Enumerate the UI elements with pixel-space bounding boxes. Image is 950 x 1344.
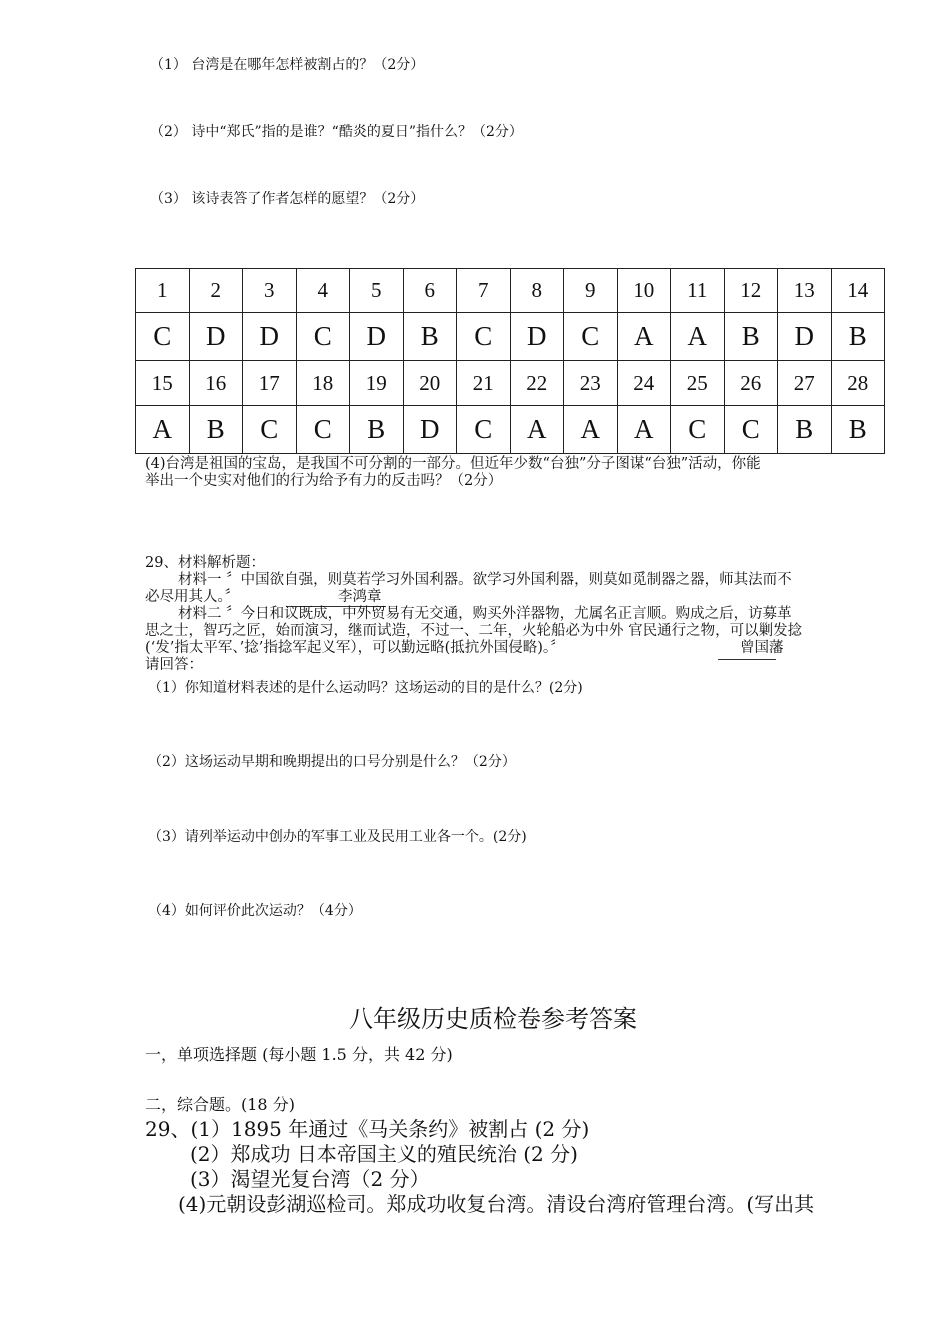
- question-number-cell: 3: [243, 269, 297, 313]
- answer-1: 29、(1）1895 年通过《马关条约》被割占 (2 分): [145, 1117, 590, 1141]
- question-number-cell: 17: [243, 361, 297, 405]
- section-2: 二，综合题。(18 分): [145, 1095, 295, 1114]
- question-number-cell: 16: [189, 361, 243, 405]
- answer-letter-cell: C: [296, 313, 350, 361]
- question-3: （3） 该诗表答了作者怎样的愿望？（2分）: [150, 191, 425, 207]
- answer-letter-cell: C: [136, 313, 190, 361]
- material-1-author: 李鸿章: [338, 589, 382, 605]
- answer-letter-cell: D: [350, 313, 404, 361]
- question-number-cell: 8: [510, 269, 564, 313]
- question-number-cell: 21: [457, 361, 511, 405]
- question-number-cell: 15: [136, 361, 190, 405]
- question-number-cell: 7: [457, 269, 511, 313]
- answer-letter-cell: C: [457, 313, 511, 361]
- question-number-cell: 22: [510, 361, 564, 405]
- question-number-cell: 13: [778, 269, 832, 313]
- answer-letter-cell: B: [831, 405, 885, 453]
- question-2: （2） 诗中“郑氏”指的是谁？“酷炎的夏日”指什么？（2分）: [150, 124, 523, 140]
- question-number-cell: 18: [296, 361, 350, 405]
- question-number-cell: 20: [403, 361, 457, 405]
- question-number-cell: 19: [350, 361, 404, 405]
- answer-letter-cell: D: [778, 313, 832, 361]
- answer-4: (4)元朝设彭湖巡检司。郑成功收复台湾。清设台湾府管理台湾。(写出其: [178, 1192, 815, 1216]
- material-2-line-2: 思之士，智巧之匠，始而演习，继而试造，不过一、二年，火轮船必为中外 官民通行之物，可以剿发捻: [145, 623, 803, 639]
- section-1: 一，单项选择题 (每小题 1.5 分，共 42 分): [145, 1045, 453, 1064]
- question-number-cell: 24: [617, 361, 671, 405]
- answer-letter-cell: B: [189, 405, 243, 453]
- answer-letter-row: [136, 405, 885, 453]
- q29-sub-2: （2）这场运动早期和晚期提出的口号分别是什么？（2分）: [148, 754, 516, 770]
- question-number-row: [136, 269, 885, 313]
- material-2-author: 曾国藩: [740, 640, 784, 656]
- question-number-cell: 28: [831, 361, 885, 405]
- question-number-cell: 14: [831, 269, 885, 313]
- question-number-cell: 26: [724, 361, 778, 405]
- answer-letter-cell: C: [457, 405, 511, 453]
- question-1: （1） 台湾是在哪年怎样被割占的？（2分）: [150, 57, 425, 73]
- q29-sub-1: （1）你知道材料表述的是什么运动吗？这场运动的目的是什么？(2分): [148, 680, 583, 696]
- answer-2: (2）郑成功 日本帝国主义的殖民统治 (2 分): [190, 1142, 578, 1166]
- answer-letter-cell: D: [243, 313, 297, 361]
- answer-key-title: 八年级历史质检卷参考答案: [349, 1005, 637, 1033]
- question-number-cell: 4: [296, 269, 350, 313]
- question-number-cell: 12: [724, 269, 778, 313]
- answer-letter-cell: D: [189, 313, 243, 361]
- material-2-line-1: 材料二 〞今日和议既成，中外贸易有无交通，购买外洋器物，尤属名正言顺。购成之后，访募革: [178, 606, 792, 622]
- q29-sub-4: （4）如何评价此次运动？（4分）: [148, 903, 362, 919]
- material-2-line-3: (‘发’指太平军、’捻’指捻军起义军），可以勤远略(抵抗外国侵略)。〞: [145, 640, 565, 656]
- question-number-cell: 9: [564, 269, 618, 313]
- answer-letter-cell: C: [243, 405, 297, 453]
- answer-letter-cell: A: [671, 313, 725, 361]
- question-4-line-2: 举出一个史实对他们的行为给予有力的反击吗？（2分）: [145, 473, 503, 489]
- question-number-cell: 11: [671, 269, 725, 313]
- q29-sub-3: （3）请列举运动中创办的军事工业及民用工业各一个。(2分): [148, 829, 527, 845]
- answer-letter-cell: A: [510, 405, 564, 453]
- question-number-cell: 25: [671, 361, 725, 405]
- answer-letter-cell: A: [617, 405, 671, 453]
- question-4-line-1: (4)台湾是祖国的宝岛，是我国不可分割的一部分。但近年少数“台独”分子图谋“台独”活动，你能: [145, 456, 761, 472]
- question-number-cell: 10: [617, 269, 671, 313]
- answer-letter-cell: B: [403, 313, 457, 361]
- question-number-row: [136, 361, 885, 405]
- answer-letter-cell: A: [617, 313, 671, 361]
- question-number-cell: 1: [136, 269, 190, 313]
- prompt: 请回答：: [145, 657, 203, 673]
- question-number-cell: 5: [350, 269, 404, 313]
- material-1-line-1: 材料一 〞中国欲自强，则莫若学习外国利器。欲学习外国利器，则莫如觅制器之器，师其法而不: [178, 572, 792, 588]
- answer-letter-cell: C: [564, 313, 618, 361]
- answer-letter-cell: C: [671, 405, 725, 453]
- question-number-cell: 6: [403, 269, 457, 313]
- answer-table: [135, 268, 885, 454]
- answer-letter-cell: D: [510, 313, 564, 361]
- answer-3: (3）渴望光复台湾（2 分）: [190, 1167, 430, 1191]
- answer-letter-row: [136, 313, 885, 361]
- answer-letter-cell: C: [296, 405, 350, 453]
- question-number-cell: 23: [564, 361, 618, 405]
- answer-letter-cell: D: [403, 405, 457, 453]
- answer-letter-cell: B: [724, 313, 778, 361]
- question-number-cell: 2: [189, 269, 243, 313]
- q29-heading: 29、材料解析题：: [145, 555, 265, 571]
- answer-letter-cell: B: [350, 405, 404, 453]
- answer-letter-cell: B: [831, 313, 885, 361]
- author-underline: [718, 659, 776, 660]
- answer-letter-cell: A: [564, 405, 618, 453]
- answer-letter-cell: A: [136, 405, 190, 453]
- answer-letter-cell: C: [724, 405, 778, 453]
- answer-letter-cell: B: [778, 405, 832, 453]
- question-number-cell: 27: [778, 361, 832, 405]
- material-1-line-2: 必尽用其人。〞: [145, 589, 240, 605]
